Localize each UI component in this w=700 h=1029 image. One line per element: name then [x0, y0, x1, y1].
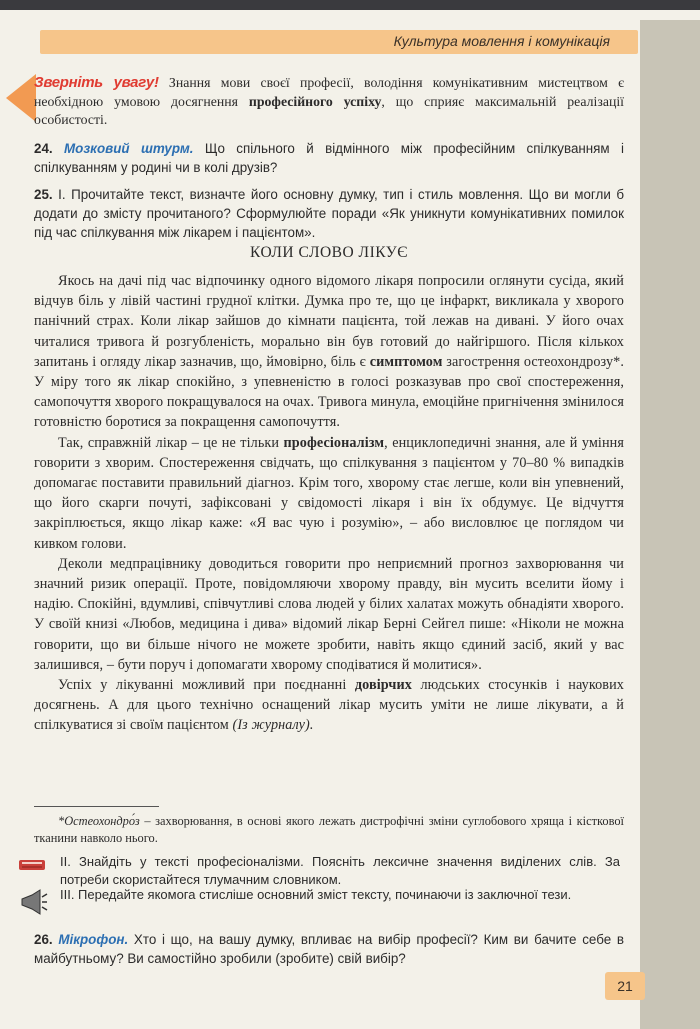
header-title: Культура мовлення і комунікація [393, 33, 610, 49]
task-25 [34, 185, 624, 242]
task-text: Що спільного й відмінного між професійним спілкуванням і спілкуванням у родині чи в колі друзів? [34, 141, 624, 175]
arrow-left-icon [6, 74, 36, 122]
footnote-term: *Остеохондро́з [58, 814, 140, 828]
task-label: Мозковий штурм. [64, 141, 194, 156]
attention-text: Знання мови своєї професії, володіння комунікативним мистецтвом є необхідною умовою досягнення [34, 75, 624, 109]
attention-text-end: , що сприяє максимальній реалізації особистості. [34, 93, 625, 128]
footnote [34, 813, 624, 847]
book-icon [18, 858, 48, 872]
attention-label: Зверніть увагу! [34, 74, 159, 91]
story-paragraph: Деколи медпрацівнику доводиться говорити про неприємний прогноз захворювання чи значний ризик операції. Проте, повідомляючи хворому правду, він мусить вселити йому і надію. Спокійні, вдумливі, співчутливі слова людей у білих халатах можуть обнадіяти хворого. У своїй книзі «Любов, медицина і дива» відомий лікар Берні Сейгел пише: «Ніколи не можна говорити, що ви більше нічого не можете зробити, навіть якщо єдиний засіб, який у вас залишився, – бути поруч і допомагати хворому сподіватися й молитися». [34, 555, 624, 673]
task-26 [34, 930, 624, 968]
story-paragraph: Успіх у лікуванні можливий при поєднанні довірчих людських стосунків і наукових досягнень. А для цього технічно оснащений лікар мусить уміти не лише лікувати, а й спілкуватися зі своїм пацієнтом (Із журналу). [34, 677, 624, 734]
footnote-divider [34, 806, 159, 807]
footnote-text: – захворювання, в основі якого лежать дистрофічні зміни суглобового хряща і кісткової тканини навколо нього. [34, 814, 624, 845]
story-paragraph: Якось на дачі під час відпочинку одного відомого лікаря попросили оглянути сусіда, який відчув біль у лівій частині грудної клітки. Думка про те, що це інфаркт, викликала у хворого панічний страх. Коли лікар зайшов до кімнати пацієнта, той лежав на дивані. У його очах читалися тривога й розгубленість, морально він був готовий до найгіршого. Після кількох запитань і огляду лікар зазначив, що, ймовірно, біль є симптомом загострення остеохондрозу*. У міру того як лікар спокійно, з упевненістю в голосі розказував про свої спостереження, самопочуття хворого покращувалося на очах. Тривога минула, емоційне пригнічення змінилося готовністю боротися за покращення самопочуття. [34, 273, 624, 431]
task-text: Хто і що, на вашу думку, впливає на вибір професії? Ким ви бачите себе в майбутньому? Ви самостійно зробили (зробите) свій вибір? [34, 932, 624, 966]
task-25-part-2: ІІ. Знайдіть у тексті професіоналізми. Поясніть лексичне значення виділених слів. За потреби скористайтеся тлумачним словником. [60, 854, 620, 887]
story-text [34, 271, 624, 736]
story-paragraph: Так, справжній лікар – це не тільки професіоналізм, енциклопедичні знання, але й уміння говорити з хворим. Спостереження свідчать, що спілкування з пацієнтом у 70–80 % випадків допомагає поставити правильний діагноз. Крім того, хворому стає легше, коли він упевнений, що його скарги почуті, зафіксовані у свідомості лікаря і він їх обдумує. Це відчуття закріплюється, якщо лікар каже: «Я вас чую і розумію», – або висловлює це поглядом чи кивком голови. [34, 434, 624, 552]
task-24 [34, 139, 624, 177]
megaphone-icon [18, 889, 48, 915]
story-title: КОЛИ СЛОВО ЛІКУЄ [250, 244, 408, 261]
attention-bold: професійного успіху [248, 93, 382, 109]
task-number: 24. [34, 141, 53, 156]
attention-note [34, 74, 624, 130]
page-edge [640, 20, 700, 1029]
task-text: І. Прочитайте текст, визначте його основну думку, тип і стиль мовлення. Що ви могли б додати до змісту прочитаного? Сформулюйте поради «Як уникнути комунікативних помилок під час спілкування між лікарем і пацієнтом». [34, 187, 624, 240]
task-number: 25. [34, 187, 53, 202]
running-header [40, 30, 638, 54]
task-label: Мікрофон. [58, 932, 129, 947]
top-edge [0, 0, 700, 10]
task-number: 26. [34, 932, 53, 947]
page-number: 21 [605, 972, 645, 1000]
task-25-part-3: ІІІ. Передайте якомога стисліше основний зміст тексту, починаючи із заключної тези. [60, 887, 572, 902]
